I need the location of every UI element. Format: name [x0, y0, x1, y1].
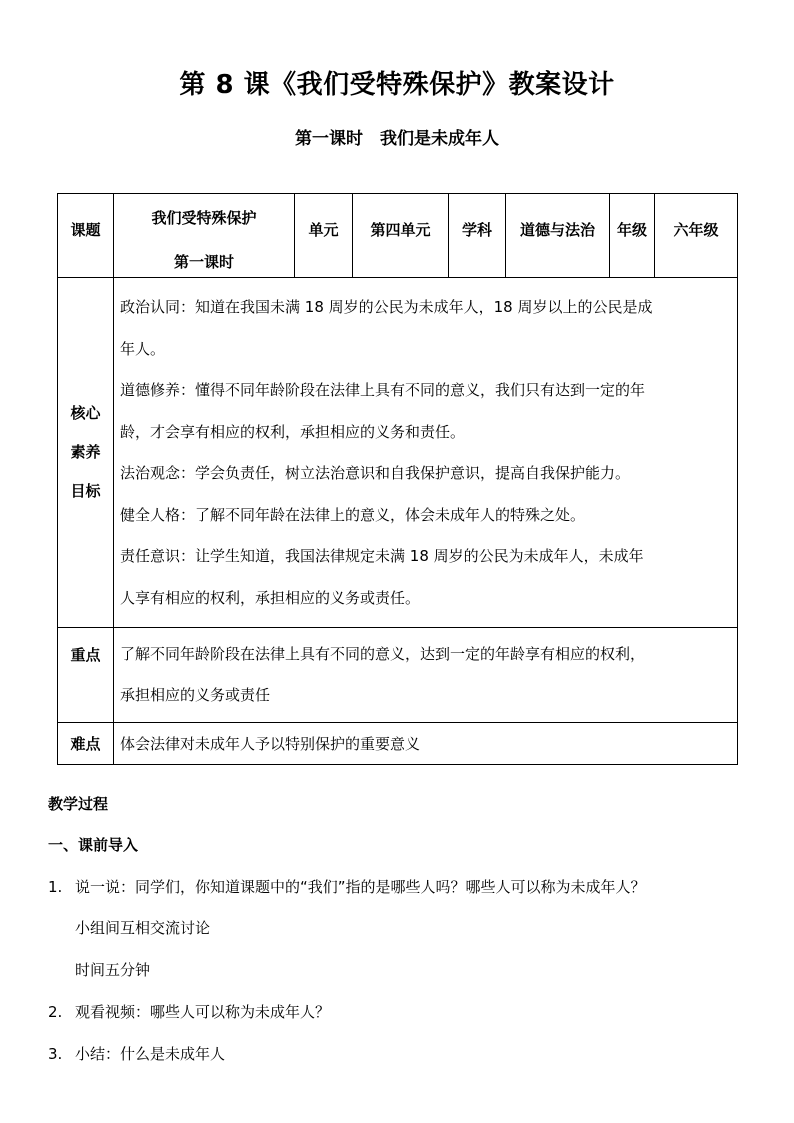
lesson-info-table: [57, 193, 738, 765]
goal-line: 法治观念：学会负责任，树立法治意识和自我保护意识，提高自我保护能力。: [120, 464, 631, 482]
goals-label-line: 目标: [70, 482, 101, 500]
difficulty-label: 难点: [58, 723, 114, 765]
table-row-header: [58, 194, 738, 278]
table-row-key-point: [58, 628, 738, 723]
table-row-difficulty: [58, 723, 738, 765]
list-item: [48, 876, 646, 897]
goal-line: 责任意识：让学生知道，我国法律规定未满 18 周岁的公民为未成年人，未成年: [120, 547, 644, 565]
goal-line: 年人。: [120, 339, 166, 358]
list-item: [48, 1001, 330, 1022]
process-title: 教学过程: [48, 795, 109, 813]
unit-value: 第四单元: [353, 194, 449, 278]
topic-label: 课题: [58, 194, 114, 278]
subject-label: 学科: [449, 194, 506, 278]
goal-line: 道德修养：懂得不同年龄阶段在法律上具有不同的意义，我们只有达到一定的年: [120, 381, 646, 399]
topic-value-line1: 我们受特殊保护: [151, 209, 257, 227]
goal-line: 人享有相应的权利，承担相应的义务或责任。: [120, 588, 421, 607]
topic-value-line2: 第一课时: [173, 253, 234, 271]
key-point-text: [114, 628, 738, 723]
goals-label-line: 核心: [70, 404, 101, 422]
difficulty-text: 体会法律对未成年人予以特别保护的重要意义: [114, 723, 738, 765]
table-row-goals: [58, 278, 738, 628]
list-item-number: 3.: [48, 1045, 63, 1063]
list-item-text: 小结：什么是未成年人: [75, 1045, 226, 1063]
goal-line: 龄，才会享有相应的权利，承担相应的义务和责任。: [120, 422, 466, 441]
goal-line: 健全人格：了解不同年龄在法律上的意义，体会未成年人的特殊之处。: [120, 505, 586, 524]
goals-label-line: 素养: [70, 443, 101, 461]
goal-line: 政治认同：知道在我国未满 18 周岁的公民为未成年人，18 周岁以上的公民是成: [120, 298, 653, 316]
list-item-text: 观看视频：哪些人可以称为未成年人？: [75, 1003, 331, 1021]
list-item-sub: 小组间互相交流讨论: [75, 919, 211, 937]
goals-text: [114, 278, 738, 628]
list-item-sub: 时间五分钟: [75, 961, 151, 979]
unit-label: 单元: [295, 194, 353, 278]
list-item-number: 1.: [48, 878, 63, 896]
goals-label: [58, 278, 114, 628]
key-point-label: 重点: [58, 628, 114, 723]
key-point-line: 承担相应的义务或责任: [120, 686, 271, 704]
list-item-text: 说一说：同学们，你知道课题中的“我们”指的是哪些人吗？哪些人可以称为未成年人？: [75, 878, 646, 896]
list-item-number: 2.: [48, 1003, 63, 1021]
grade-label: 年级: [610, 194, 655, 278]
subject-value: 道德与法治: [506, 194, 610, 278]
list-item: [48, 1043, 225, 1064]
section1-title: 一、课前导入: [48, 836, 139, 854]
grade-value: 六年级: [655, 194, 738, 278]
key-point-line: 了解不同年龄阶段在法律上具有不同的意义，达到一定的年龄享有相应的权利，: [120, 645, 646, 663]
topic-value: [114, 194, 295, 278]
document-subtitle: 第一课时 我们是未成年人: [295, 129, 499, 149]
document-title: 第 8 课《我们受特殊保护》教案设计: [179, 70, 615, 100]
